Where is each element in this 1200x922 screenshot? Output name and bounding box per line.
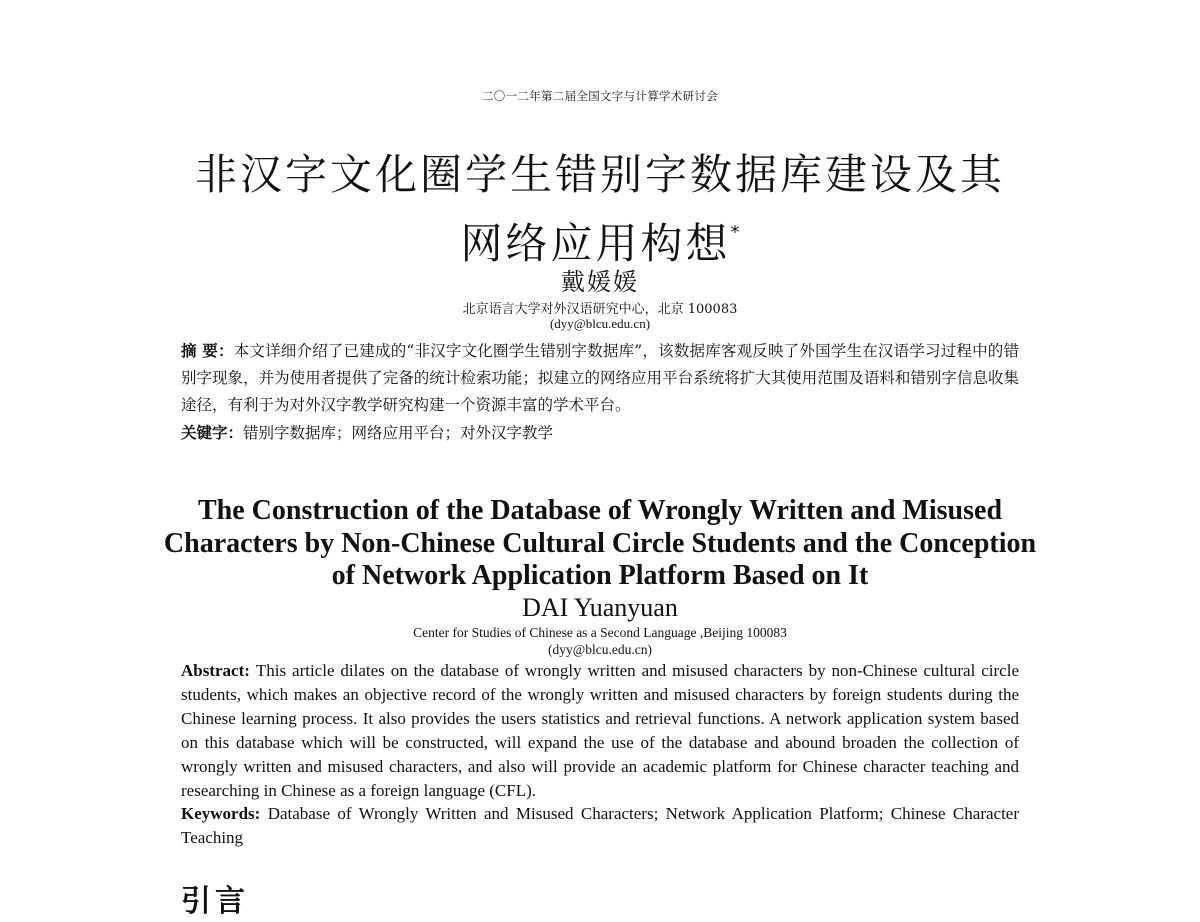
chinese-abstract [181, 338, 1019, 419]
english-author: DAI Yuanyuan [522, 593, 678, 622]
chinese-title-line1: 非汉字文化圈学生错别字数据库建设及其 [194, 150, 1005, 199]
english-email: (dyy@blcu.edu.cn) [548, 642, 652, 657]
section-heading-introduction: 引言 [181, 884, 249, 919]
english-abstract-text: This article dilates on the database of wrongly written and misused characters by non-Chinese cultural circle students, which makes an objective record of the wrongly written and misused characters by foreign students during the Chinese learning process. It also provides the users statistics and retrieval functions. A network application system based on this database which will be constructed, will expand the use of the database and abound broaden the collection of wrongly written and misused characters, and also will provide an academic platform for Chinese character teaching and researching in Chinese as a foreign language (CFL). [181, 661, 1019, 800]
chinese-title-line2: 网络应用构想 [460, 219, 731, 268]
chinese-email: (dyy@blcu.edu.cn) [549, 316, 651, 331]
chinese-author: 戴媛媛 [561, 268, 639, 296]
english-keywords-text: Database of Wrongly Written and Misused Characters; Network Application Platform; Chinese Character Teaching [181, 804, 1019, 847]
english-keywords-label: Keywords: [181, 804, 261, 823]
chinese-keywords [181, 420, 1019, 447]
english-abstract-label: Abstract: [181, 661, 250, 680]
english-title: The Construction of the Database of Wrongly Written and Misused Characters by Non-Chinese Cultural Circle Students and the Conception of Network Application Platform Based on It [163, 495, 1037, 591]
chinese-affiliation: 北京语言大学对外汉语研究中心，北京 100083 [462, 302, 738, 317]
title-footnote-mark: * [730, 222, 740, 243]
english-keywords [181, 802, 1019, 850]
chinese-keywords-text: 错别字数据库；网络应用平台；对外汉字教学 [243, 424, 554, 442]
chinese-abstract-label: 摘 要： [181, 342, 234, 360]
conference-header: 二〇一二年第二届全国文字与计算学术研讨会 [482, 89, 718, 103]
english-affiliation: Center for Studies of Chinese as a Second Language ,Beijing 100083 [413, 625, 787, 640]
chinese-keywords-label: 关键字： [181, 424, 244, 442]
chinese-abstract-text: 本文详细介绍了已建成的“非汉字文化圈学生错别字数据库”，该数据库客观反映了外国学生在汉语学习过程中的错别字现象，并为使用者提供了完备的统计检索功能；拟建立的网络应用平台系统将扩大其使用范围及语料和错别字信息收集途径，有利于为对外汉字教学研究构建一个资源丰富的学术平台。 [181, 342, 1019, 414]
english-abstract [181, 659, 1019, 803]
chinese-title [150, 146, 1050, 273]
